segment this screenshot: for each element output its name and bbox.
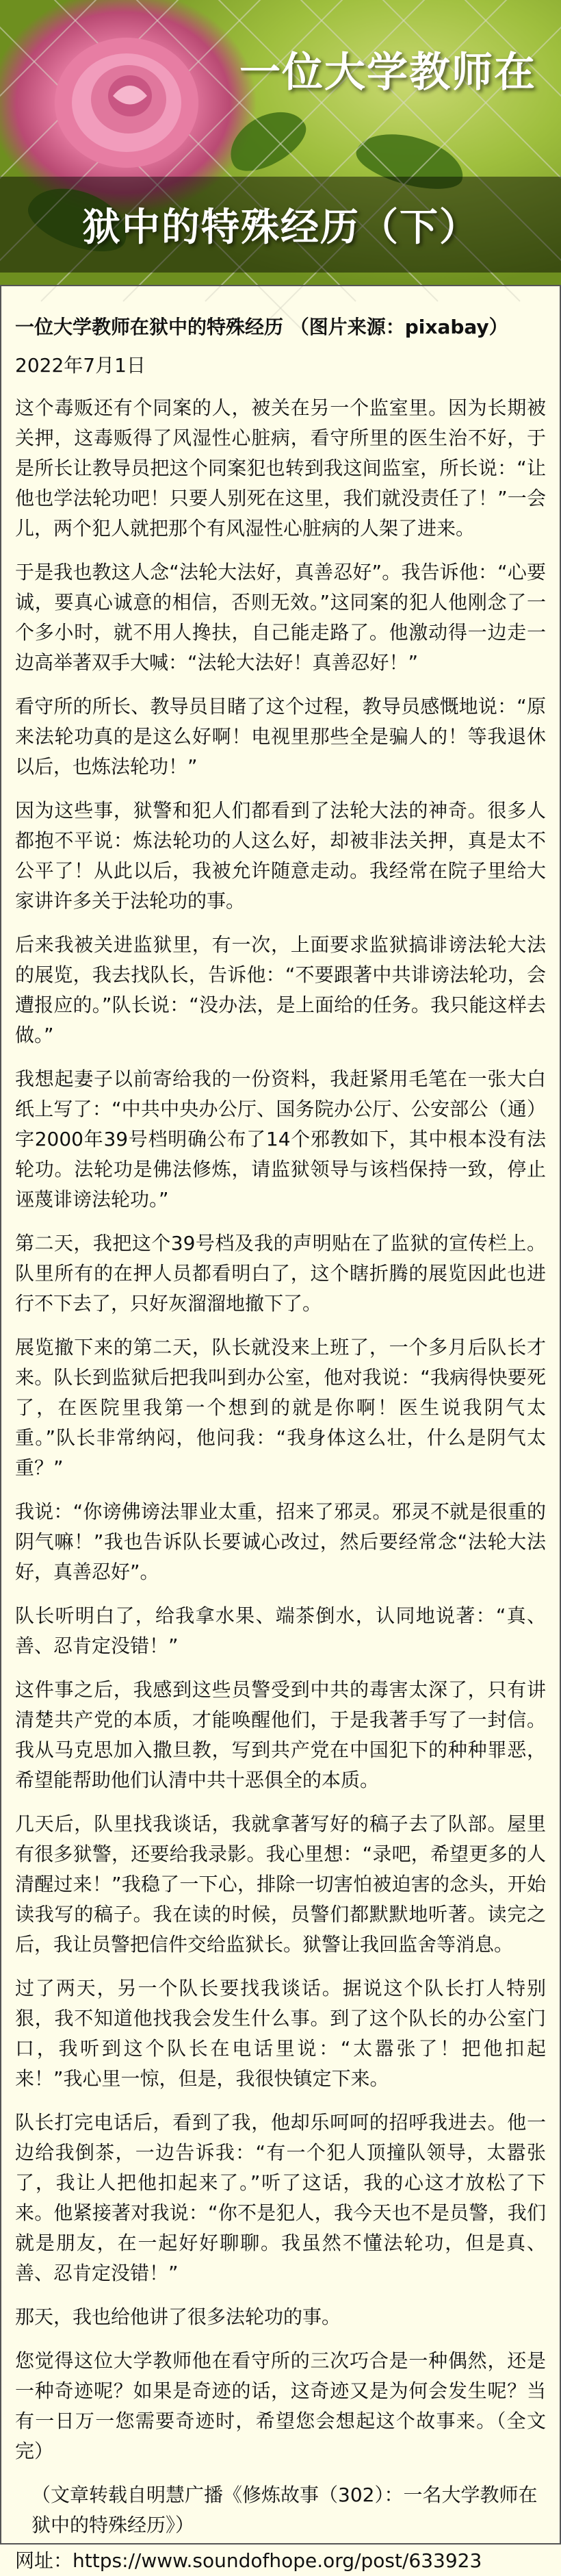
article-heading: 一位大学教师在狱中的特殊经历 （图片来源：pixabay）	[15, 316, 508, 338]
hero-image	[0, 0, 561, 285]
article-body	[0, 285, 561, 2572]
article-paragraph: 看守所的所长、教导员目睹了这个过程，教导员感慨地说：“原来法轮功真的是这么好啊！电视里那些全是骗人的！等我退休以后，也炼法轮功！”	[15, 695, 546, 778]
article-paragraph: 因为这些事，狱警和犯人们都看到了法轮大法的神奇。很多人都抱不平说：炼法轮功的人这么好，却被非法关押，真是太不公平了！从此以后，我被允许随意走动。我经常在院子里给大家讲许多关于法轮功的事。	[15, 799, 546, 912]
article-paragraph: 第二天，我把这个39号档及我的声明贴在了监狱的宣传栏上。队里所有的在押人员都看明白了，这个瞎折腾的展览因此也进行不下去了，只好灰溜溜地撤下了。	[15, 1232, 546, 1315]
article-paragraph: 我想起妻子以前寄给我的一份资料，我赶紧用毛笔在一张大白纸上写了：“中共中央办公厅、国务院办公厅、公安部公（通）字2000年39号档明确公布了14个邪教如下，其中根本没有法轮功。法轮功是佛法修炼，请监狱领导与该档保持一致，停止诬蔑诽谤法轮功。”	[15, 1068, 546, 1211]
article-paragraph: 几天后，队里找我谈话，我就拿著写好的稿子去了队部。屋里有很多狱警，还要给我录影。我心里想：“录吧，希望更多的人清醒过来！”我稳了一下心，排除一切害怕被迫害的念头，开始读我写的稿子。我在读的时候，员警们都默默地听著。读完之后，我让员警把信件交给监狱长。狱警让我回监舍等消息。	[15, 1813, 546, 1956]
article-paragraph: 您觉得这位大学教师他在看守所的三次巧合是一种偶然，还是一种奇迹呢？如果是奇迹的话，这奇迹又是为何会发生呢？当有一日万一您需要奇迹时，希望您会想起这个故事来。（全文完）	[15, 2349, 546, 2462]
article-paragraph: 后来我被关进监狱里，有一次，上面要求监狱搞诽谤法轮大法的展览，我去找队长，告诉他：“不要跟著中共诽谤法轮功，会遭报应的。”队长说：“没办法，是上面给的任务。我只能这样去做。”	[15, 933, 546, 1046]
article-paragraph: 过了两天，另一个队长要找我谈话。据说这个队长打人特别狠，我不知道他找我会发生什么事。到了这个队长的办公室门口，我听到这个队长在电话里说：“太嚣张了！把他扣起来！”我心里一惊，但是，我很快镇定下来。	[15, 1977, 546, 2090]
article-paragraph: 这个毒贩还有个同案的人，被关在另一个监室里。因为长期被关押，这毒贩得了风湿性心脏病，看守所里的医生治不好，于是所长让教导员把这个同案犯也转到我这间监室，所长说：“让他也学法轮功吧！只要人别死在这里，我们就没责任了！”一会儿，两个犯人就把那个有风湿性心脏病的人架了进来。	[15, 396, 546, 540]
hero-title-line1: 一位大学教师在	[239, 49, 536, 97]
source-note: （文章转载自明慧广播《修炼故事（302）：一名大学教师在狱中的特殊经历》）	[31, 2484, 538, 2536]
source-url[interactable]: 网址：https://www.soundofhope.org/post/633923	[15, 2549, 482, 2572]
article-paragraph: 展览撤下来的第二天，队长就没来上班了，一个多月后队长才来。队长到监狱后把我叫到办公室，他对我说：“我病得快要死了，在医院里我第一个想到的就是你啊！医生说我阴气太重。”队长非常纳闷，他问我：“我身体这么壮，什么是阴气太重？”	[15, 1336, 546, 1479]
article-paragraph: 队长打完电话后，看到了我，他却乐呵呵的招呼我进去。他一边给我倒茶，一边告诉我：“有一个犯人顶撞队领导，太嚣张了，我让人把他扣起来了。”听了这话，我的心这才放松了下来。他紧接著对我说：“你不是犯人，我今天也不是员警，我们就是朋友，在一起好好聊聊。我虽然不懂法轮功，但是真、善、忍肯定没错！”	[15, 2111, 546, 2284]
article-paragraph: 队长听明白了，给我拿水果、端茶倒水，认同地说著：“真、善、忍肯定没错！”	[15, 1604, 546, 1657]
article-paragraph: 这件事之后，我感到这些员警受到中共的毒害太深了，只有讲清楚共产党的本质，才能唤醒他们，于是我著手写了一封信。我从马克思加入撒旦教，写到共产党在中国犯下的种种罪恶，希望能帮助他们认清中共十恶俱全的本质。	[15, 1678, 546, 1791]
hero-title-line2: 狱中的特殊经历（下）	[82, 205, 479, 250]
article-paragraph: 那天，我也给他讲了很多法轮功的事。	[15, 2306, 341, 2328]
hero-title-line2-band	[0, 177, 561, 273]
article-paragraph: 我说：“你谤佛谤法罪业太重，招来了邪灵。邪灵不就是很重的阴气嘛！”我也告诉队长要诚心改过，然后要经常念“法轮大法好，真善忍好”。	[15, 1500, 546, 1583]
article-date: 2022年7月1日	[15, 354, 146, 377]
rose-icon	[48, 27, 205, 178]
article-paragraph: 于是我也教这人念“法轮大法好，真善忍好”。我告诉他：“心要诚，要真心诚意的相信，否则无效。”这同案的犯人他刚念了一个多小时，就不用人搀扶，自己能走路了。他激动得一边走一边高举著双手大喊：“法轮大法好！真善忍好！”	[15, 561, 546, 674]
